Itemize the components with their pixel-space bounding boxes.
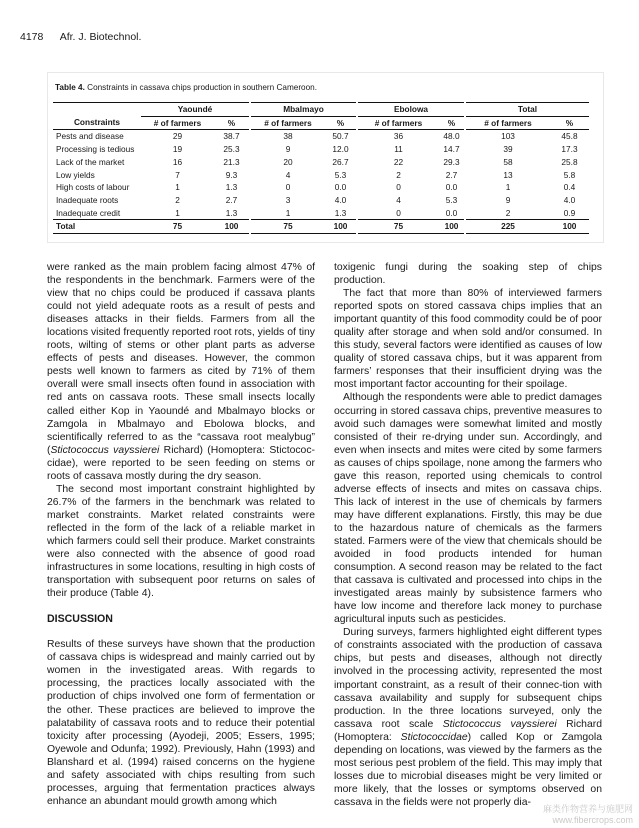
row-header: Constraints bbox=[53, 116, 141, 130]
percent-cell: 21.3 bbox=[223, 156, 240, 167]
species-name: Stictococcus vayssierei bbox=[442, 718, 557, 730]
sub-header: % bbox=[214, 116, 250, 130]
percent-cell: 5.8 bbox=[563, 169, 576, 180]
right-column bbox=[334, 261, 602, 809]
constraint-label: Total bbox=[53, 220, 141, 234]
farmer-count-cell: 4 bbox=[357, 194, 439, 207]
constraint-label: Low yields bbox=[56, 169, 95, 180]
table-row bbox=[53, 194, 589, 207]
group-header-row bbox=[53, 103, 589, 117]
sub-header: # of farmers bbox=[357, 116, 439, 130]
percent-cell: 2.7 bbox=[445, 169, 458, 180]
farmer-count-cell: 16 bbox=[172, 156, 183, 167]
watermark-line-2: www.fibercrops.com bbox=[552, 815, 633, 825]
species-name: Stictococcus vayssierei bbox=[50, 444, 160, 456]
percent-cell: 1.3 bbox=[225, 182, 238, 193]
table-row bbox=[53, 143, 589, 156]
percent-cell: 17.3 bbox=[561, 144, 578, 155]
table-body bbox=[53, 130, 589, 234]
percent-cell: 0.0 bbox=[445, 207, 458, 218]
farmer-count-cell: 75 bbox=[250, 220, 325, 234]
farmer-count-cell: 36 bbox=[357, 130, 439, 143]
farmer-count-cell: 1 bbox=[465, 181, 550, 194]
text-run: were ranked as the main problem facing almost 47% of the respondents in the benchmark. Farmers were of the view that no chips could be produced if cassava plants could not yield adequate roots as a result of pests and diseases attacks in their fields. Farmers from all the locations visited frequently reported root rots, yields of tiny roots, wilting of stems or other plant parts as adverse effects of pests and diseases. However, the common pests well known to farmers as cited by 71% of them overall were small insects often found in association with red ants on cassava roots. These small insects locally called either Kop in Yaoundé and Mbalmayo blocks or Zamgola in Mbalmayo and Ebolowa blocks, and scientifically referred to as the “cassava root mealybug” ( bbox=[47, 262, 315, 456]
journal-name: Afr. J. Biotechnol. bbox=[59, 31, 142, 43]
farmer-count-cell: 2 bbox=[175, 194, 180, 205]
farmer-count-cell: 0 bbox=[250, 181, 325, 194]
percent-cell: 100 bbox=[325, 220, 357, 234]
text-run: Richard) (Homoptera: Stictococ-cidae), were reported to be seen feeding on stems or roots of cassava mostly during the dry season. bbox=[47, 444, 315, 482]
sub-header: # of farmers bbox=[465, 116, 550, 130]
farmer-count-cell: 75 bbox=[141, 220, 214, 234]
percent-cell: 0.4 bbox=[563, 182, 576, 193]
farmer-count-cell: 4 bbox=[250, 169, 325, 182]
group-header-total: Total bbox=[465, 103, 589, 117]
right-paragraph-2: The fact that more than 80% of interviewed farmers reported spots on stored cassava chips implies that an important quantity of this food commodity could be of poor quality after storage and when sold and/or consumed. In this study, several factors were identified as causes of low quality of stored cassava chips, but it was apparent from farmers’ responses that their insufficient drying was the most important factor accounting for their spoilage. bbox=[334, 288, 602, 391]
table-row bbox=[53, 156, 589, 169]
sub-header: # of farmers bbox=[141, 116, 214, 130]
percent-cell: 14.7 bbox=[443, 144, 460, 155]
farmer-count-cell: 58 bbox=[465, 156, 550, 169]
percent-cell: 9.3 bbox=[225, 169, 238, 180]
farmer-count-cell: 0 bbox=[357, 207, 439, 220]
percent-cell: 48.0 bbox=[443, 131, 460, 142]
farmer-count-cell: 1 bbox=[175, 207, 180, 218]
text-run: ) called Kop or Zamgola depending on locations, was viewed by the farmers as the most serious pest problem of the field. This may imply that losses due to microbial diseases might be very limited or more likely, that the losses or symptoms observed on cassava in the fields were not properly dia- bbox=[334, 731, 603, 808]
group-header-ebolowa: Ebolowa bbox=[357, 103, 465, 117]
table-row bbox=[53, 130, 589, 143]
table-caption bbox=[55, 83, 598, 92]
sub-header: % bbox=[439, 116, 465, 130]
constraint-label: Inadequate credit bbox=[56, 207, 121, 218]
farmer-count-cell: 0 bbox=[357, 181, 439, 194]
sub-header: % bbox=[325, 116, 357, 130]
percent-cell: 0.0 bbox=[334, 182, 347, 193]
group-header-mbalmayo: Mbalmayo bbox=[250, 103, 357, 117]
farmer-count-cell: 29 bbox=[172, 131, 183, 142]
farmer-count-cell: 9 bbox=[250, 143, 325, 156]
text-run: Richard (Homoptera: bbox=[334, 718, 602, 743]
percent-cell: 4.0 bbox=[334, 194, 347, 205]
farmer-count-cell: 103 bbox=[465, 130, 550, 143]
table-caption-label: Table 4. bbox=[55, 83, 85, 92]
right-paragraph-4 bbox=[334, 626, 602, 809]
farmer-count-cell: 9 bbox=[465, 194, 550, 207]
farmer-count-cell: 2 bbox=[465, 207, 550, 220]
constraint-label: Processing is tedious bbox=[56, 144, 135, 155]
constraints-table bbox=[53, 102, 589, 234]
watermark-line-1: 麻类作物营养与施肥网 bbox=[542, 804, 633, 814]
farmer-count-cell: 22 bbox=[357, 156, 439, 169]
farmer-count-cell: 2 bbox=[357, 169, 439, 182]
constraint-label: High costs of labour bbox=[56, 182, 130, 193]
percent-cell: 5.3 bbox=[334, 169, 347, 180]
percent-cell: 1.3 bbox=[334, 207, 347, 218]
watermark bbox=[543, 804, 633, 826]
farmer-count-cell: 75 bbox=[357, 220, 439, 234]
percent-cell: 45.8 bbox=[561, 131, 578, 142]
farmer-count-cell: 13 bbox=[465, 169, 550, 182]
constraint-label: Pests and disease bbox=[56, 131, 124, 142]
sub-header-row bbox=[53, 116, 589, 130]
table-row bbox=[53, 207, 589, 220]
discussion-heading: DISCUSSION bbox=[47, 613, 113, 626]
family-name: Stictococcidae bbox=[400, 731, 468, 743]
farmer-count-cell: 7 bbox=[175, 169, 180, 180]
table-caption-text: Constraints in cassava chips production in southern Cameroon. bbox=[84, 83, 317, 92]
left-paragraph-1 bbox=[47, 261, 315, 483]
constraint-label: Lack of the market bbox=[56, 156, 125, 167]
running-head bbox=[20, 31, 155, 43]
percent-cell: 0.0 bbox=[445, 182, 458, 193]
farmer-count-cell: 19 bbox=[172, 144, 183, 155]
farmer-count-cell: 39 bbox=[465, 143, 550, 156]
percent-cell: 1.3 bbox=[225, 207, 238, 218]
farmer-count-cell: 1 bbox=[250, 207, 325, 220]
table-4 bbox=[47, 72, 604, 243]
total-row bbox=[53, 220, 589, 234]
percent-cell: 4.0 bbox=[563, 194, 576, 205]
sub-header: % bbox=[550, 116, 589, 130]
percent-cell: 38.7 bbox=[223, 131, 240, 142]
left-paragraph-3: Results of these surveys have shown that the production of cassava chips is widespread and mainly carried out by women in the investigated areas. With regards to processing, the practices locally associated with the production of chips involved one form of fermentation or the other. These practices are believed to improve the palatability of cassava roots and to reduce their potential toxicity after processing (Ayodeji, 2005; Essers, 1995; Oyewole and Odunfa; 1992). Previously, Hahn (1993) and Blanshard et al. (1994) raised concerns on the hygiene and safety associated with chips resulting from such processes, arguing that fermentation practices always enhance an abundant mould growth among which bbox=[47, 639, 315, 807]
percent-cell: 5.3 bbox=[445, 194, 458, 205]
right-paragraph-1: toxigenic fungi during the soaking step of chips production. bbox=[334, 262, 602, 287]
page-number: 4178 bbox=[20, 31, 44, 43]
percent-cell: 100 bbox=[550, 220, 589, 234]
table-row bbox=[53, 169, 589, 182]
percent-cell: 50.7 bbox=[332, 131, 349, 142]
percent-cell: 29.3 bbox=[443, 156, 460, 167]
percent-cell: 25.3 bbox=[223, 144, 240, 155]
left-paragraph-2: The second most important constraint highlighted by 26.7% of the farmers in the benchmark was related to market constraints. Market related constraints were reflected in the form of the lack of a reliable market in which farmers could sell their produce. Market constraints were also connected with the absence of good road infrastructures in some locations, resulting in high costs of transportation with subsequent poor returns on sales of their produce (Table 4). bbox=[47, 483, 315, 600]
sub-header: # of farmers bbox=[250, 116, 325, 130]
farmer-count-cell: 3 bbox=[250, 194, 325, 207]
farmer-count-cell: 225 bbox=[465, 220, 550, 234]
percent-cell: 25.8 bbox=[561, 156, 578, 167]
percent-cell: 100 bbox=[214, 220, 250, 234]
farmer-count-cell: 38 bbox=[250, 130, 325, 143]
percent-cell: 26.7 bbox=[332, 156, 349, 167]
farmer-count-cell: 1 bbox=[175, 182, 180, 193]
constraint-label: Inadequate roots bbox=[56, 194, 119, 205]
left-column bbox=[47, 261, 315, 808]
text-run: During surveys, farmers highlighted eight different types of constraints associated with the production of cassava chips, but pests and diseases, although not directly involved in the processing activity, represented the most important constraint, as a result of their connec-tion with cassava availability and supply for subsequent chips production. In the three locations surveyed, only the cassava root scale bbox=[334, 627, 602, 730]
group-header-yaounde: Yaoundé bbox=[141, 103, 250, 117]
farmer-count-cell: 20 bbox=[250, 156, 325, 169]
percent-cell: 12.0 bbox=[332, 144, 349, 155]
percent-cell: 0.9 bbox=[563, 207, 576, 218]
right-paragraph-3: Although the respondents were able to predict damages occurring in stored cassava chips, preventive measures to avoid such damages were somewhat limited and mostly consisted of their re-drying under sun. Accordingly, and even when insects and mites were cited by some farmers as causes of chips spoilage, none among the farmers who gave this reason, reported using chemicals to control adverse effects of insects and mites on cassava chips. This lack of interest in the use of chemicals by farmers may have different explanations. Firstly, this may be due to the hazardous nature of chemicals as the farmers stated. Farmers were of the view that chemicals should be avoided in food products intended for human consumption. A second reason may be related to the fact that cassava is cultivated and processed into chips in the investigated areas mainly by subsistence farmers who have low income and therefore lack money to purchase agricultural inputs such as pesticides. bbox=[334, 392, 603, 626]
blank-header-cell bbox=[53, 103, 141, 117]
table-row bbox=[53, 181, 589, 194]
percent-cell: 100 bbox=[439, 220, 465, 234]
farmer-count-cell: 11 bbox=[357, 143, 439, 156]
percent-cell: 2.7 bbox=[225, 194, 238, 205]
